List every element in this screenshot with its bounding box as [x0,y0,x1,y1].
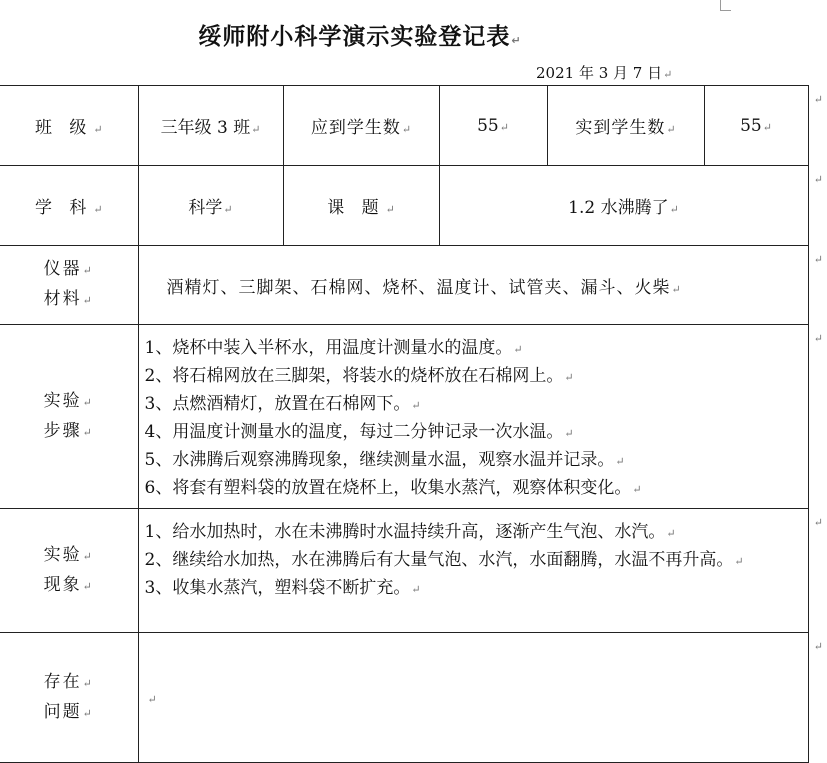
table-row [0,86,808,166]
date-text: 2021 年 3 月 7 日 [536,64,663,82]
list-item: 2、继续给水加热，水在沸腾后有大量气泡、水汽，水面翻腾，水温不再升高。↵ [144,550,744,570]
topic-label-cell: 课 题↵ [283,166,439,246]
steps-label-cell: 实验↵ 步骤↵ [0,325,138,509]
date-line [536,62,672,83]
observations-value-cell [138,509,808,633]
actual-value-cell: 55↵ [704,86,808,166]
row-end-mark: ↵ [813,332,823,345]
list-item: 4、用温度计测量水的温度，每过二分钟记录一次水温。↵ [144,422,574,442]
registration-table [0,85,809,763]
row-end-mark: ↵ [813,640,823,653]
steps-value-cell [138,325,808,509]
list-item: 2、将石棉网放在三脚架，将装水的烧杯放在石棉网上。↵ [144,366,574,386]
list-item: 1、烧杯中装入半杯水，用温度计测量水的温度。↵ [144,338,523,358]
subject-label-cell: 学 科↵ [0,166,138,246]
observations-label-cell: 实验↵ 现象↵ [0,509,138,633]
list-item: 5、水沸腾后观察沸腾现象，继续测量水温，观察水温并记录。↵ [144,450,625,470]
row-end-mark: ↵ [813,253,823,266]
table-row [0,509,808,633]
title-text: 绥师附小科学演示实验登记表 [198,24,511,50]
table-row [0,166,808,246]
paragraph-mark: ↵ [663,68,673,81]
class-label-cell: 班 级↵ [0,86,138,166]
row-end-mark: ↵ [813,516,823,529]
list-item: 1、给水加热时，水在未沸腾时水温持续升高，逐渐产生气泡、水汽。↵ [144,522,676,542]
list-item: 3、点燃酒精灯，放置在石棉网下。↵ [144,394,421,414]
row-end-mark: ↵ [813,173,823,186]
expected-label-cell: 应到学生数↵ [283,86,439,166]
class-value-cell: 三年级 3 班↵ [138,86,283,166]
table-row [0,633,808,763]
issues-label-cell: 存在↵ 问题↵ [0,633,138,763]
row-end-mark: ↵ [813,93,823,106]
table-row [0,246,808,325]
paragraph-mark: ↵ [511,34,522,47]
document-title [0,18,720,51]
actual-label-cell: 实到学生数↵ [547,86,704,166]
expected-value-cell: 55↵ [439,86,547,166]
subject-value-cell: 科学↵ [138,166,283,246]
list-item: 6、将套有塑料袋的放置在烧杯上，收集水蒸汽，观察体积变化。↵ [144,478,642,498]
topic-value-cell: 1.2 水沸腾了↵ [439,166,808,246]
list-item: 3、收集水蒸汽，塑料袋不断扩充。↵ [144,578,421,598]
issues-value-cell: ↵ [138,633,808,763]
equipment-value-cell: 酒精灯、三脚架、石棉网、烧杯、温度计、试管夹、漏斗、火柴↵ [138,246,808,325]
page-corner-mark [720,0,731,11]
table-row [0,325,808,509]
equipment-label-cell: 仪器↵ 材料↵ [0,246,138,325]
